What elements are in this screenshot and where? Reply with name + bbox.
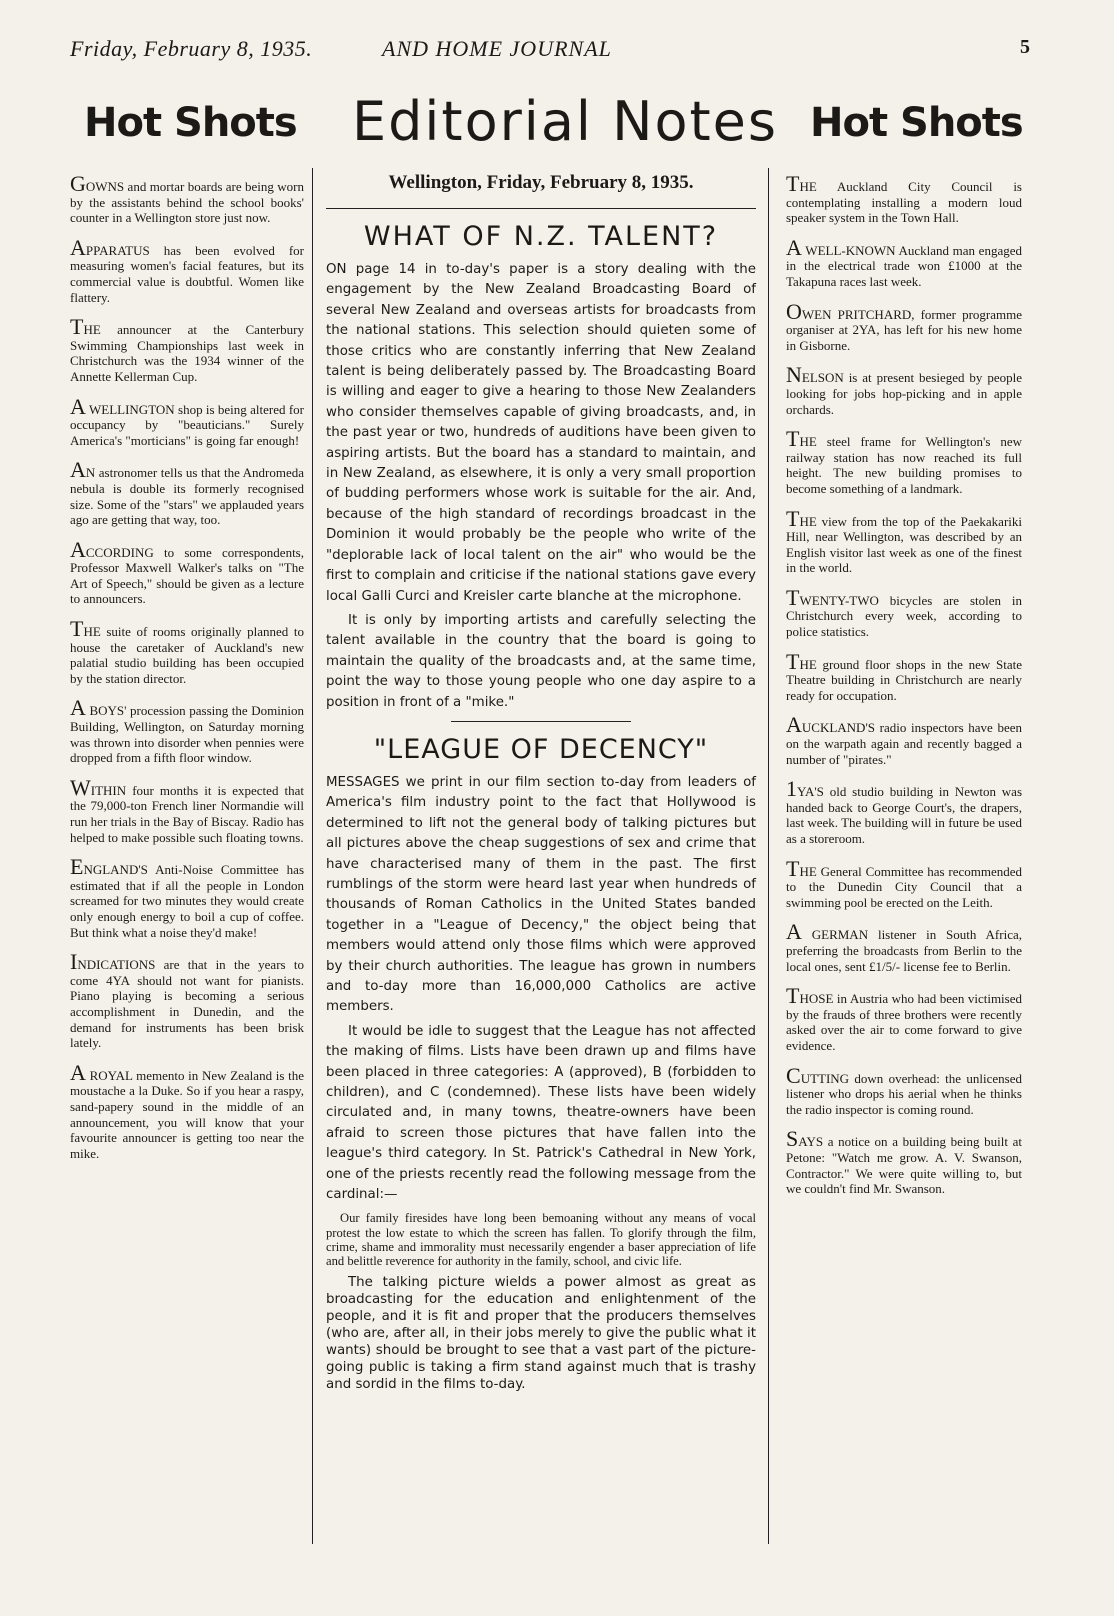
news-item: AN astronomer tells us that the Andromeda nebula is double its formerly recognised size. Some of the "stars" we applauded years ago are getting that way, too.: [70, 457, 304, 528]
news-item: ENGLAND'S Anti-Noise Committee has estimated that if all the people in London screamed for two minutes they would create only enough energy to boil a cup of coffee. But think what a noise they'd make!: [70, 854, 304, 940]
news-item: THE suite of rooms originally planned to house the caretaker of Auckland's new palatial studio building has been occupied by the station director.: [70, 616, 304, 686]
hot-shots-right-column: [786, 171, 1022, 1211]
section-divider: [451, 721, 631, 722]
news-item: APPARATUS has been evolved for measuring women's facial features, but its commercial value is doubtful. Women like flattery.: [70, 234, 304, 305]
news-item: A WELLINGTON shop is being altered for occupancy by "beauticians." Surely America's "morticians" is going far enough!: [70, 393, 304, 448]
news-item: OWEN PRITCHARD, former programme organiser at 2YA, has left for his new home in Gisborne.: [786, 298, 1022, 353]
news-item: A ROYAL memento in New Zealand is the moustache a la Duke. So if you hear a raspy, sand-papery sound in the middle of an announcement, you will know that your favourite announcer is getting too near the mike.: [70, 1059, 304, 1161]
editorial-paragraph: It would be idle to suggest that the League has not affected the making of films. Lists have been drawn up and films have been placed in three categories: A (approved), B (forbidden to children), and C (condemned). These lists have been widely circulated and, in many towns, theatre-owners have been afraid to screen those pictures that have fallen into the league's third category. In St. Patrick's Cathedral in New York, one of the priests recently read the following message from the cardinal:—: [326, 1023, 756, 1203]
news-item: THE ground floor shops in the new State Theatre building in Christchurch are nearly ready for occupation.: [786, 648, 1022, 703]
news-item: THE General Committee has recommended to the Dunedin City Council that a swimming pool be erected on the Leith.: [786, 855, 1022, 910]
cardinal-quote: Our family firesides have long been bemoaning without any means of vocal protest the low estate to which the screen has fallen. To glorify through the film, crime, shame and immorality must necessarily engender a baser appreciation of life and belittle reverence for authority in the family, school, and civic life.: [326, 1211, 756, 1269]
news-item: ACCORDING to some correspondents, Professor Maxwell Walker's talks on "The Art of Speech," should be given as a lecture to announcers.: [70, 536, 304, 607]
header-date: Friday, February 8, 1935.: [70, 36, 313, 61]
editorial-paragraph: It is only by importing artists and carefully selecting the talent available in the country that the board is going to maintain the quality of the broadcasts and, at the same time, point the way to those young people who one day aspire to a position in front of a "mike.": [326, 612, 756, 710]
editorial-heading-talent: WHAT OF N.Z. TALENT?: [363, 221, 719, 252]
news-item: CUTTING down overhead: the unlicensed listener who drops his aerial when he thinks the radio inspector is coming round.: [786, 1062, 1022, 1117]
news-item: A BOYS' procession passing the Dominion Building, Wellington, on Saturday morning was thrown into disorder when pennies were dropped from a fifth floor window.: [70, 695, 304, 766]
news-item: TWENTY-TWO bicycles are stolen in Christchurch every week, according to police statistics.: [786, 584, 1022, 640]
page-number: 5: [1020, 36, 1030, 58]
hot-shots-right-heading: Hot Shots: [810, 100, 1023, 146]
news-item: THOSE in Austria who had been victimised by the frauds of three brothers were recently asked over the air to come forward to give evidence.: [786, 983, 1022, 1053]
editorial-notes-title: Editorial Notes: [352, 90, 779, 153]
news-item: SAYS a notice on a building being built at Petone: "Watch me grow. A. V. Swanson, Contractor." We were quite willing to, but we couldn't find Mr. Swanson.: [786, 1126, 1022, 1197]
news-item: INDICATIONS are that in the years to come 4YA should not want for pianists. Piano playing is becoming a serious accomplishment in Dunedin, and the demand for instruments has been brisk lately.: [70, 949, 304, 1051]
editorial-paragraph: MESSAGES we print in our film section to-day from leaders of America's film industry point to the fact that Hollywood is determined to lift not the general body of talking pictures but all pictures above the cheap suggestions of sex and crime that have characterised many of them in the past. The first rumblings of the storm were heard last year when hundreds of thousands of Roman Catholics in the United States banded together in a "League of Decency," the object being that members would attend only those films which were approved by their church authorities. The league has grown in numbers and to-day more than 16,000,000 Catholics are active members.: [326, 774, 756, 1015]
news-item: THE view from the top of the Paekakariki Hill, near Wellington, was described by an English visitor last week as one of the finest in the world.: [786, 505, 1022, 576]
editorial-paragraph: ON page 14 in to-day's paper is a story dealing with the engagement by the New Zealand Broadcasting Board of several New Zealand and overseas artists for broadcasts from the national stations. This selection should quieten some of those critics who are constantly inferring that New Zealand talent is being deliberately passed by. The Broadcasting Board is willing and eager to give a hearing to those New Zealanders who consider themselves capable of giving broadcasts, and, in the past year or two, hundreds of auditions have been given to aspiring artists. But the board has a standard to maintain, and in New Zealand, as elsewhere, it is only a very small proportion of budding performers whose work is suitable for the air. And, because of the high standard of recordings broadcast in the Dominion it would probably be the people who write of the "deplorable lack of local talent on the air" who would be the first to complain and criticise if the national stations gave every local Galli Curci and Kreisler carte blanche at the microphone.: [326, 262, 756, 604]
news-item: THE announcer at the Canterbury Swimming Championships last week in Christchurch was the 1934 winner of the Annette Kellerman Cup.: [70, 314, 304, 384]
news-item: A WELL-KNOWN Auckland man engaged in the electrical trade won £1000 at the Takapuna races last week.: [786, 234, 1022, 289]
editorial-paragraph: The talking picture wields a power almost as great as broadcasting for the education and enlightenment of the people, and it is fit and proper that the producers themselves (who are, after all, in their jobs merely to give the public what it wants) should be brought to see that a vast part of the picture-going public is taking a firm stand against much that is trashy and sordid in the films to-day.: [326, 1275, 756, 1393]
column-rule-left: [312, 168, 313, 1544]
column-rule-right: [768, 168, 769, 1544]
news-item: WITHIN four months it is expected that the 79,000-ton French liner Normandie will run her trials in the Bay of Biscay. Radio has helped to make possible such floating towns.: [70, 774, 304, 845]
hot-shots-left-heading: Hot Shots: [84, 100, 297, 146]
news-item: NELSON is at present besieged by people looking for jobs hop-picking and in apple orchards.: [786, 362, 1022, 417]
page-header: [70, 36, 1030, 66]
news-item: 1YA'S old studio building in Newton was handed back to George Court's, the drapers, last week. The building will in future be used as a storeroom.: [786, 776, 1022, 846]
news-item: GOWNS and mortar boards are being worn by the assistants behind the school books' counter in a Wellington store just now.: [70, 171, 304, 226]
news-item: AUCKLAND'S radio inspectors have been on the warpath again and recently bagged a number of "pirates.": [786, 712, 1022, 767]
news-item: THE steel frame for Wellington's new railway station has now reached its full height. The new building promises to become something of a landmark.: [786, 426, 1022, 496]
news-item: A GERMAN listener in South Africa, preferring the broadcasts from Berlin to the local ones, sent £1/5/- license fee to Berlin.: [786, 919, 1022, 974]
editorial-column: [326, 172, 756, 1393]
editorial-heading-decency: "LEAGUE OF DECENCY": [373, 733, 709, 765]
news-item: THE Auckland City Council is contemplating installing a modern loud speaker system in the Town Hall.: [786, 171, 1022, 226]
editorial-dateline: Wellington, Friday, February 8, 1935.: [326, 172, 756, 209]
hot-shots-left-column: [70, 171, 304, 1175]
header-journal-name: AND HOME JOURNAL: [382, 36, 612, 61]
